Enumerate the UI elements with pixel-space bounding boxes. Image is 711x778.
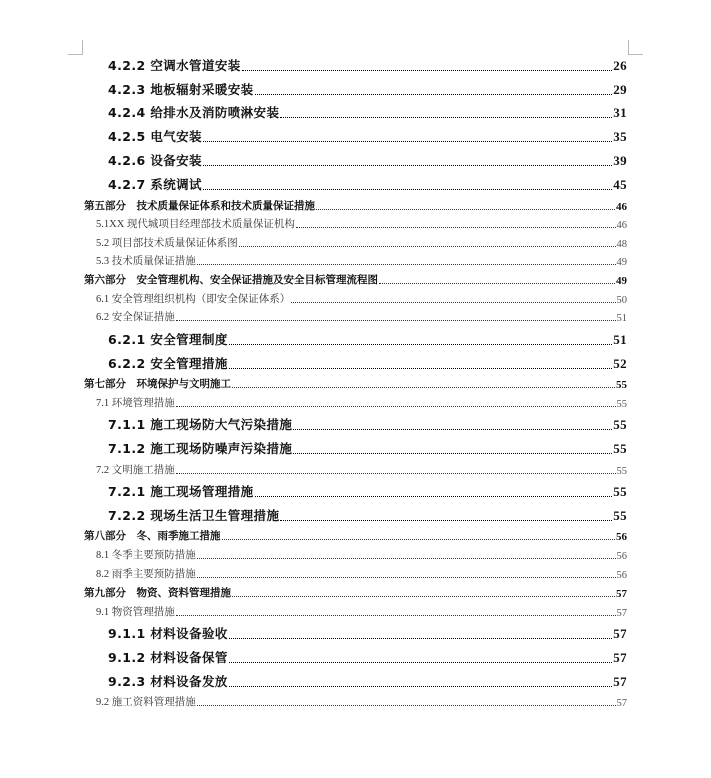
toc-entry[interactable] [108,417,627,433]
toc-entry[interactable] [96,397,627,410]
toc-entry-title: 第五部分 技术质量保证体系和技术质量保证措施 [84,200,315,212]
toc-entry-title: 7.1 环境管理措施 [96,398,175,409]
toc-entry[interactable] [108,129,627,145]
dot-leader [232,596,615,597]
toc-page-number: 39 [613,153,627,168]
toc-entry[interactable] [96,218,627,231]
dot-leader [293,429,612,430]
dot-leader [232,387,615,388]
toc-page-number: 57 [613,650,627,665]
toc-page-number: 55 [613,484,627,499]
dot-leader [197,577,616,578]
toc-entry-title: 5.2 项目部技术质量保证体系图 [96,238,238,249]
toc-page-number: 57 [613,626,627,641]
toc-entry[interactable] [108,626,627,642]
toc-page-number: 49 [616,275,627,287]
toc-entry-title: 7.1.1 施工现场防大气污染措施 [108,417,293,432]
toc-entry-title: 6.2 安全保证措施 [96,312,175,323]
toc-entry-title: 第八部分 冬、雨季施工措施 [84,530,221,542]
toc-page-number: 57 [616,588,627,600]
toc-page-number: 50 [616,295,627,306]
toc-entry-title: 8.2 雨季主要预防措施 [96,569,196,580]
toc-entry-title: 4.2.7 系统调试 [108,177,202,192]
toc-entry-title: 4.2.4 给排水及消防喷淋安装 [108,105,280,120]
toc-page-number: 51 [616,313,627,324]
toc-entry-title: 7.2.1 施工现场管理措施 [108,484,254,499]
toc-entry[interactable] [84,587,627,600]
toc-entry[interactable] [96,464,627,477]
toc-entry-title: 9.1.1 材料设备验收 [108,626,228,641]
toc-entry-title: 8.1 冬季主要预防措施 [96,550,196,561]
dot-leader [280,117,612,118]
dot-leader [203,141,612,142]
toc-page-number: 55 [613,417,627,432]
toc-entry[interactable] [96,549,627,562]
toc-entry[interactable] [96,696,627,709]
dot-leader [242,70,613,71]
toc-page-number: 56 [616,551,627,562]
toc-entry[interactable] [108,177,627,193]
toc-entry[interactable] [108,153,627,169]
toc-entry[interactable] [84,274,627,287]
toc-page-number: 55 [613,441,627,456]
dot-leader [197,558,616,559]
toc-page-number: 55 [616,466,627,477]
dot-leader [229,638,612,639]
toc-page-number: 55 [616,379,627,391]
dot-leader [291,302,615,303]
toc-page-number: 57 [616,608,627,619]
toc-entry-title: 第九部分 物资、资料管理措施 [84,587,231,599]
toc-entry[interactable] [84,530,627,543]
dot-leader [255,496,613,497]
toc-entry[interactable] [96,293,627,306]
toc-entry[interactable] [96,606,627,619]
toc-entry-title: 7.2 文明施工措施 [96,465,175,476]
toc-page-number: 26 [613,58,627,73]
toc-page-number: 55 [613,508,627,523]
toc-page-number: 29 [613,82,627,97]
toc-entry[interactable] [108,674,627,690]
toc-entry[interactable] [108,332,627,348]
toc-entry-title: 9.1.2 材料设备保管 [108,650,228,665]
toc-entry-title: 5.3 技术质量保证措施 [96,256,196,267]
toc-entry[interactable] [108,508,627,524]
toc-entry[interactable] [108,356,627,372]
toc-page-number: 52 [613,356,627,371]
dot-leader [293,453,612,454]
toc-entry[interactable] [84,200,627,213]
dot-leader [197,705,616,706]
toc-entry-title: 7.1.2 施工现场防噪声污染措施 [108,441,293,456]
dot-leader [229,344,612,345]
toc-page-number: 45 [613,177,627,192]
dot-leader [255,94,613,95]
dot-leader [176,615,616,616]
toc-entry[interactable] [108,58,627,74]
dot-leader [229,368,612,369]
toc-page-number: 49 [616,257,627,268]
margin-corner-mark-left [68,40,83,55]
dot-leader [239,246,616,247]
toc-entry-title: 第六部分 安全管理机构、安全保证措施及安全目标管理流程图 [84,274,378,286]
toc-entry-title: 9.1 物资管理措施 [96,607,175,618]
toc-entry[interactable] [96,311,627,324]
dot-leader [203,189,612,190]
toc-entry-title: 9.2.3 材料设备发放 [108,674,228,689]
dot-leader [316,209,615,210]
dot-leader [203,165,612,166]
toc-page-number: 48 [616,239,627,250]
dot-leader [229,662,612,663]
toc-entry[interactable] [108,650,627,666]
toc-entry[interactable] [108,82,627,98]
toc-page-number: 46 [616,220,627,231]
toc-entry[interactable] [96,237,627,250]
toc-entry-title: 4.2.5 电气安装 [108,129,202,144]
toc-page-number: 57 [616,698,627,709]
toc-page-number: 56 [616,570,627,581]
toc-page-number: 55 [616,399,627,410]
toc-entry[interactable] [108,441,627,457]
toc-entry-title: 7.2.2 现场生活卫生管理措施 [108,508,280,523]
toc-page-number: 57 [613,674,627,689]
toc-page-number: 51 [613,332,627,347]
toc-entry-title: 4.2.3 地板辐射采暖安装 [108,82,254,97]
toc-entry-title: 6.2.1 安全管理制度 [108,332,228,347]
toc-entry-title: 4.2.6 设备安装 [108,153,202,168]
toc-page-number: 46 [616,201,627,213]
toc-entry-title: 9.2 施工资料管理措施 [96,697,196,708]
toc-entry-title: 5.1XX 现代城项目经理部技术质量保证机构 [96,219,295,230]
toc-entry[interactable] [84,378,627,391]
toc-entry[interactable] [96,568,627,581]
toc-entry-title: 第七部分 环境保护与文明施工 [84,378,231,390]
toc-entry[interactable] [96,255,627,268]
margin-corner-mark-right [628,40,643,55]
dot-leader [176,320,616,321]
toc-entry[interactable] [108,484,627,500]
toc-page-number: 35 [613,129,627,144]
dot-leader [296,227,616,228]
toc-entry-title: 4.2.2 空调水管道安装 [108,58,241,73]
dot-leader [176,473,616,474]
toc-entry-title: 6.2.2 安全管理措施 [108,356,228,371]
toc-entry[interactable] [108,105,627,121]
toc-page-number: 56 [616,531,627,543]
toc-page-number: 31 [613,105,627,120]
dot-leader [280,520,612,521]
toc-entry-title: 6.1 安全管理组织机构（即安全保证体系） [96,294,291,305]
dot-leader [197,264,616,265]
dot-leader [229,686,612,687]
dot-leader [176,406,616,407]
dot-leader [222,539,616,540]
dot-leader [379,283,615,284]
